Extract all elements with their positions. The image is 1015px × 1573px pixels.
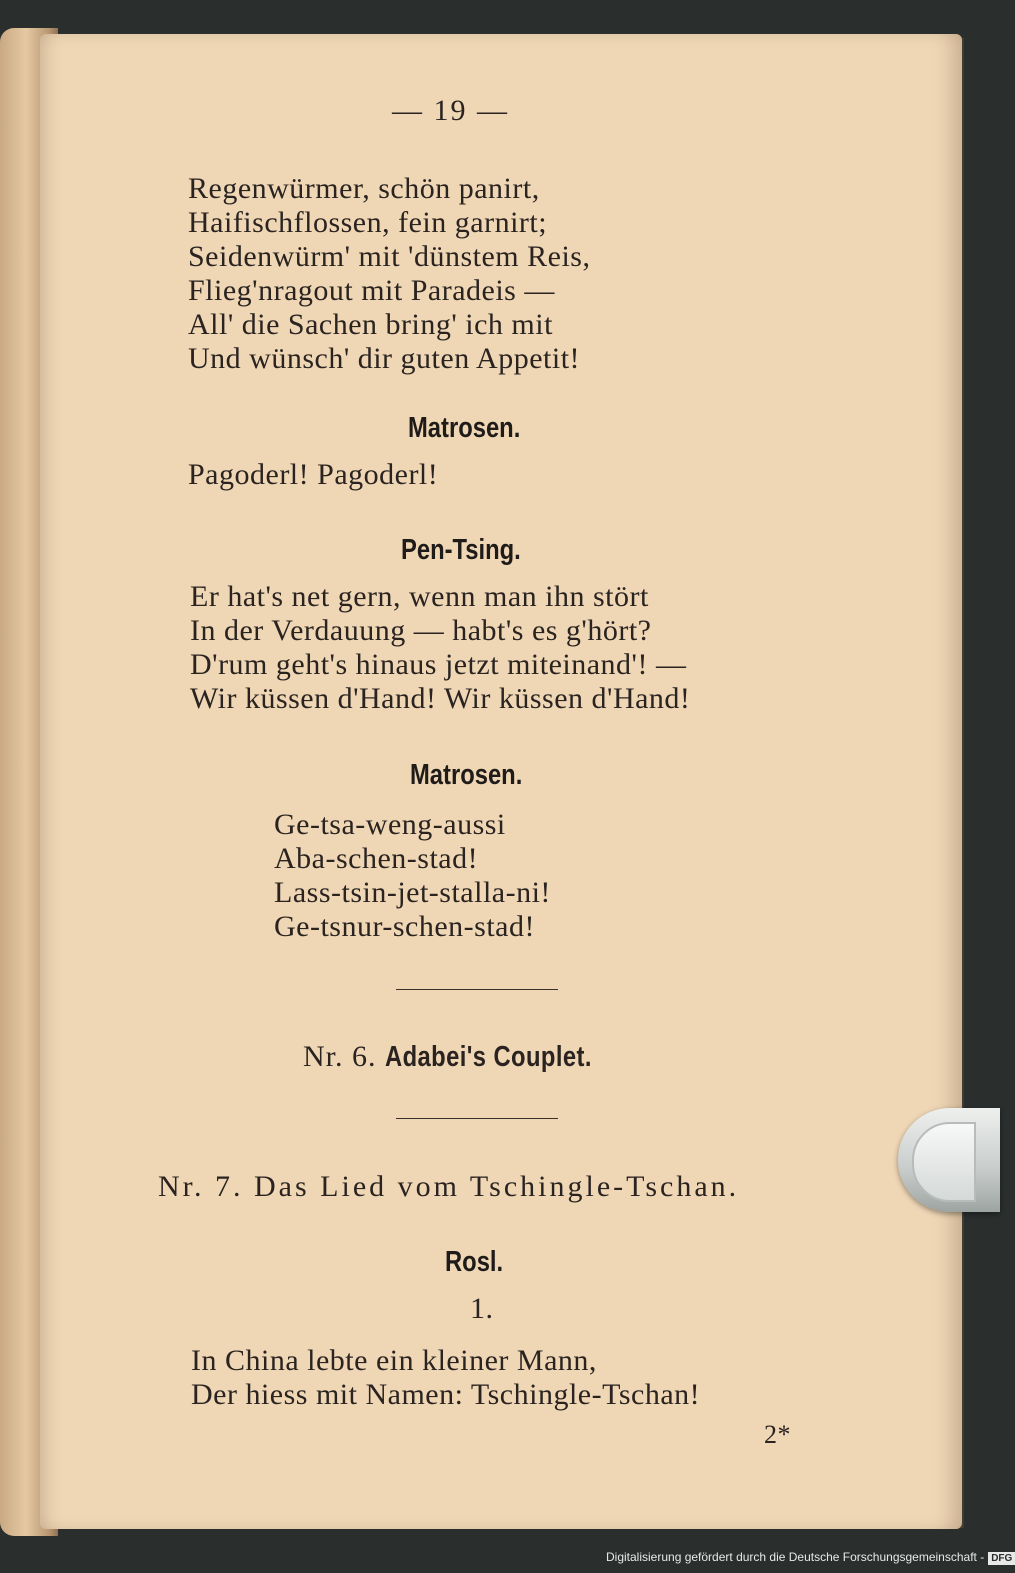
printer-signature: 2*	[764, 1420, 791, 1449]
page-clip-inner	[912, 1122, 976, 1202]
verse-line: Und wünsch' dir guten Appetit!	[188, 342, 581, 375]
verse-line: Ge-tsnur-schen-stad!	[274, 910, 535, 943]
verse-line: Ge-tsa-weng-aussi	[274, 808, 506, 841]
stanza-3	[274, 808, 551, 944]
digitization-footer	[606, 1550, 1015, 1565]
verse-line: Pagoderl! Pagoderl!	[188, 458, 439, 491]
speaker-heading: Pen-Tsing.	[401, 534, 521, 566]
section-number: Nr. 6.	[303, 1040, 377, 1073]
verse-line: Regenwürmer, schön panirt,	[188, 172, 540, 205]
section-rule	[396, 1118, 558, 1119]
verse-line: D'rum geht's hinaus jetzt miteinand'! —	[190, 648, 687, 681]
verse-line: All' die Sachen bring' ich mit	[188, 308, 553, 341]
dfg-logo-icon: DFG	[988, 1552, 1015, 1565]
verse-line: Er hat's net gern, wenn man ihn stört	[190, 580, 649, 613]
footer-text: Digitalisierung gefördert durch die Deutsche Forschungsgemeinschaft -	[606, 1550, 985, 1564]
verse-line: Haifischflossen, fein garnirt;	[188, 206, 548, 239]
section-heading-nr7: Nr. 7. Das Lied vom Tschingle-Tschan.	[158, 1170, 740, 1203]
verse-line: Aba-schen-stad!	[274, 842, 479, 875]
verse-line: Der hiess mit Namen: Tschingle-Tschan!	[191, 1378, 701, 1411]
verse-line: In der Verdauung — habt's es g'hört?	[190, 614, 652, 647]
speaker-heading: Matrosen.	[408, 412, 521, 444]
stanza-4	[191, 1344, 700, 1412]
verse-line: Seidenwürm' mit 'dünstem Reis,	[188, 240, 591, 273]
section-title: Adabei's Couplet.	[384, 1041, 592, 1073]
verse-line: Wir küssen d'Hand! Wir küssen d'Hand!	[190, 682, 691, 715]
speaker-heading: Matrosen.	[410, 759, 523, 791]
verse-line: Flieg'nragout mit Paradeis —	[188, 274, 555, 307]
section-heading-nr6	[303, 1040, 637, 1074]
verse-line: In China lebte ein kleiner Mann,	[191, 1344, 597, 1377]
page-clip	[898, 1108, 1000, 1212]
verse-line: Lass-tsin-jet-stalla-ni!	[274, 876, 551, 909]
page-number: — 19 —	[392, 94, 509, 127]
section-rule	[396, 989, 558, 990]
stanza-2	[190, 580, 690, 716]
stanza-1	[188, 172, 590, 376]
verse-number: 1.	[470, 1292, 494, 1325]
speaker-heading: Rosl.	[445, 1246, 504, 1278]
